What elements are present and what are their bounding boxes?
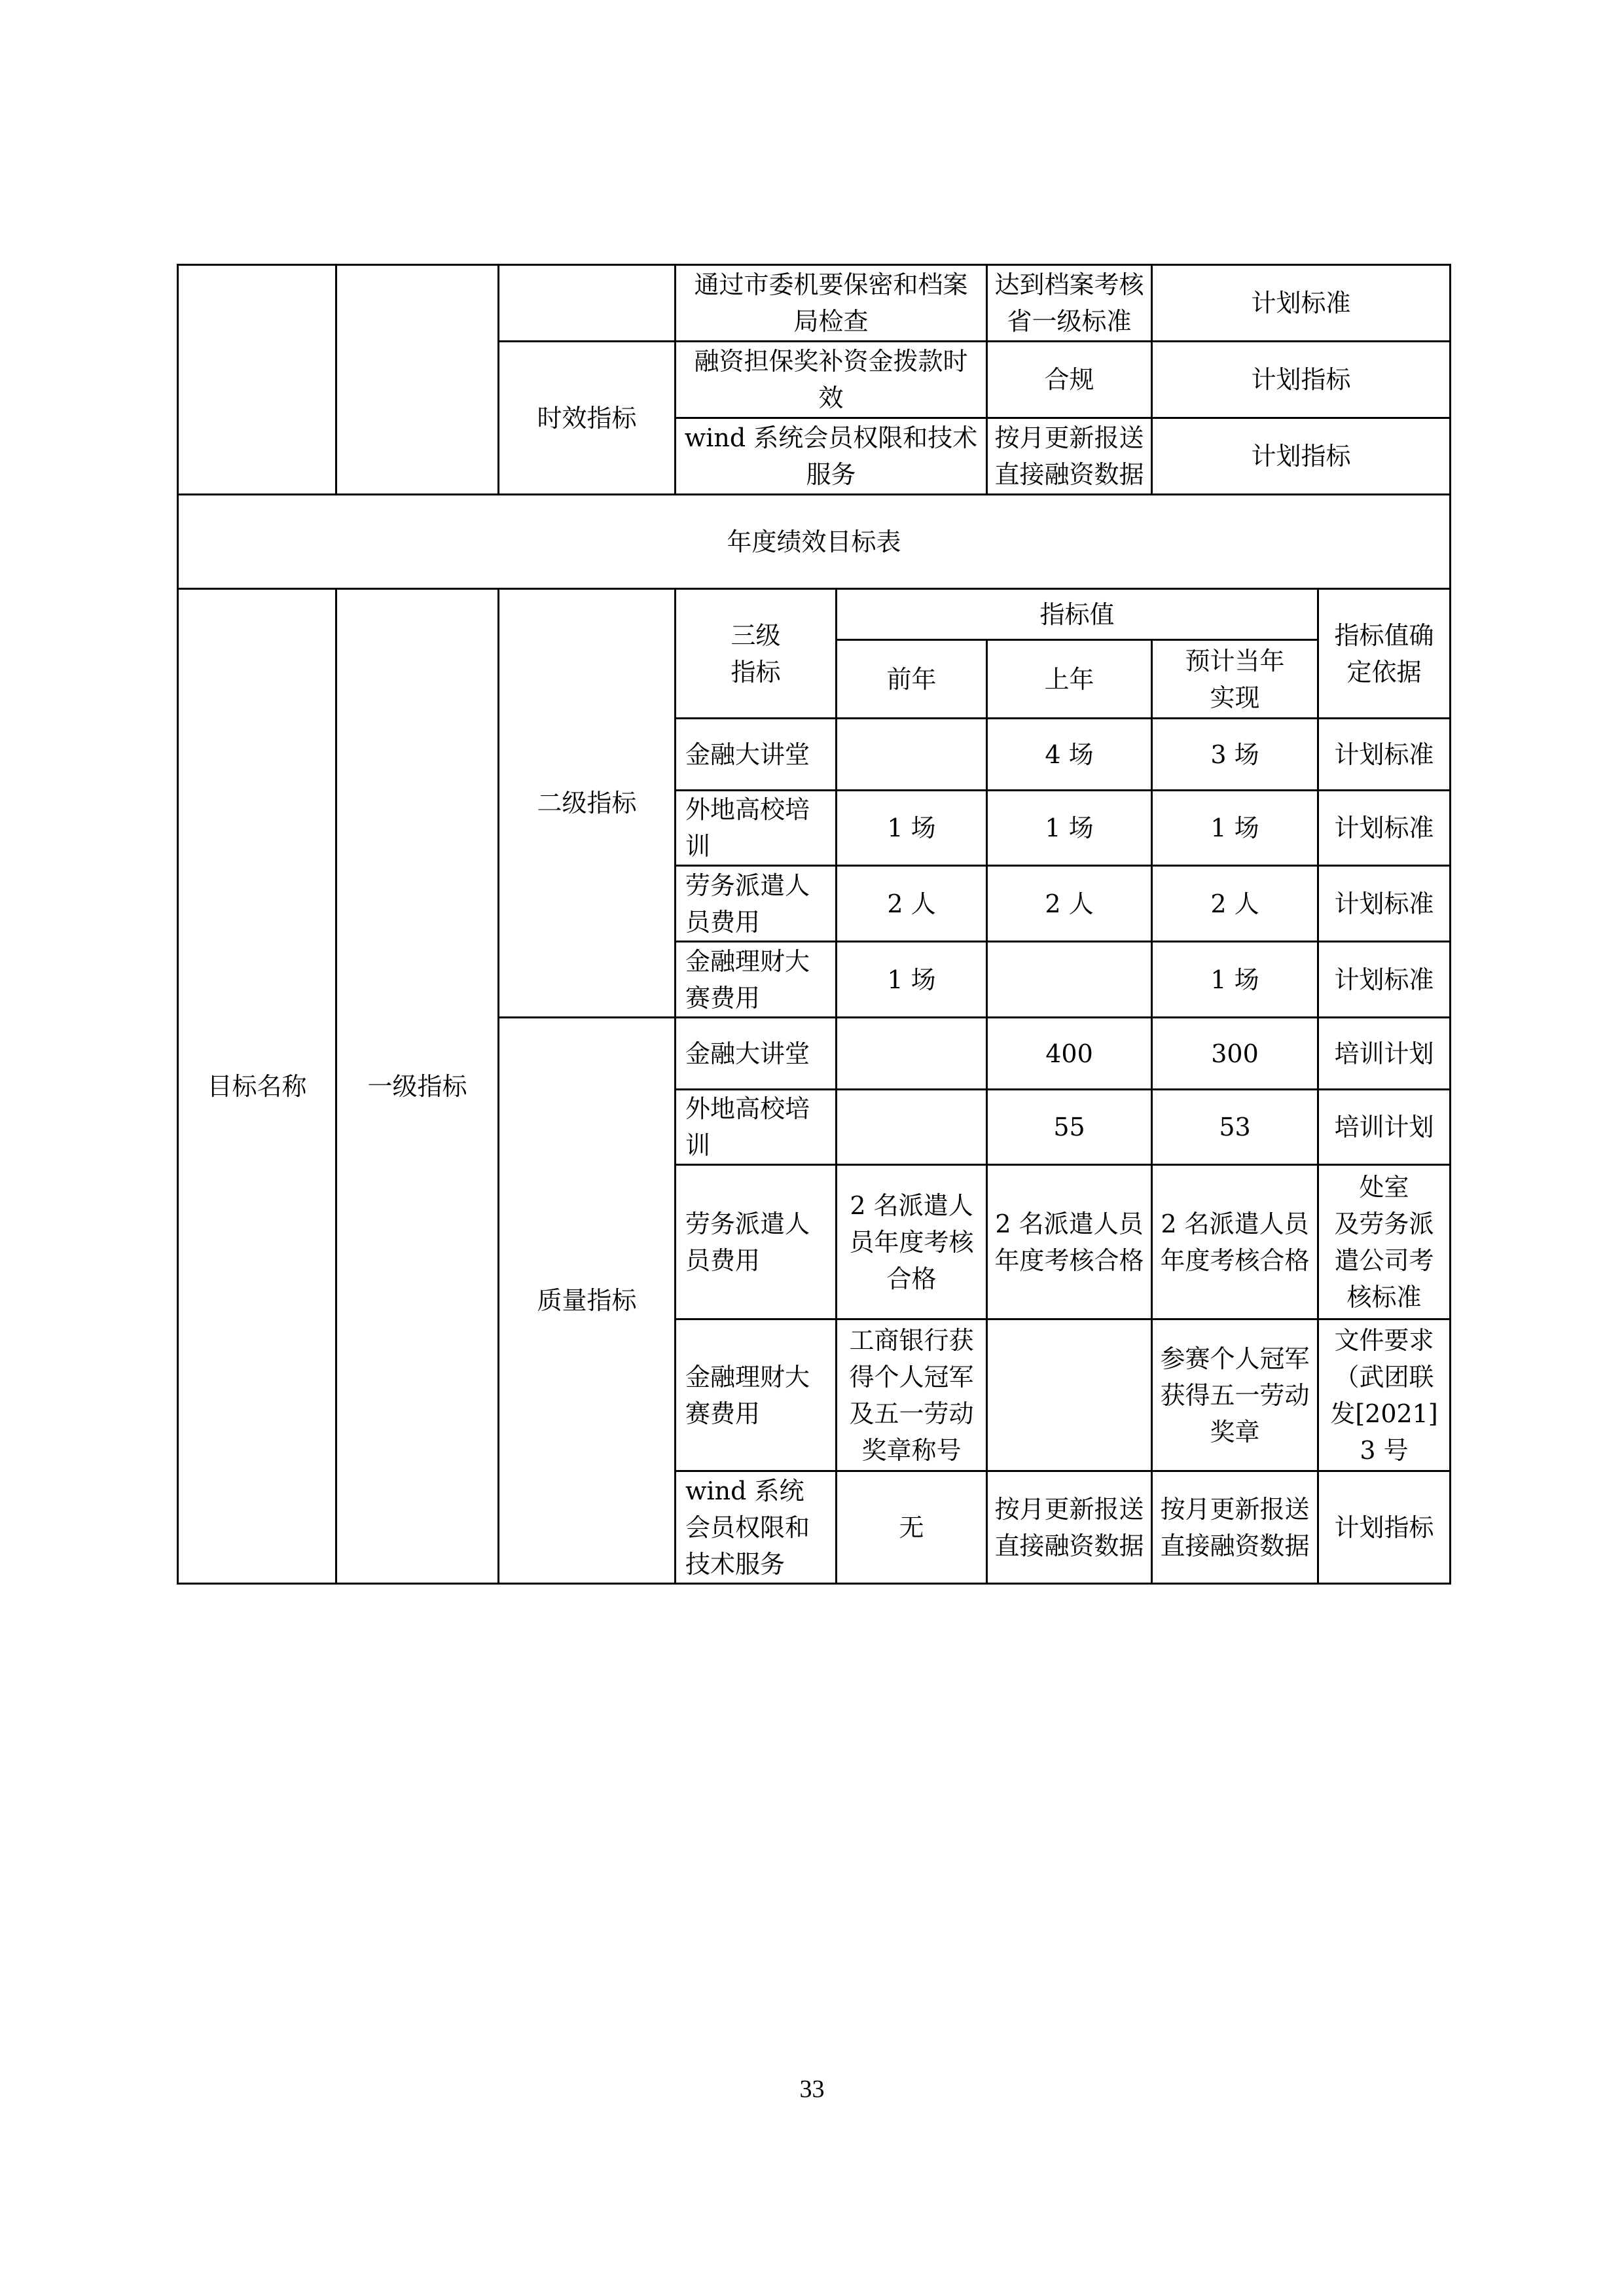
row-prev: 工商银行获得个人冠军及五一劳动奖章称号 [837, 1319, 987, 1471]
header-indicator-value: 指标值 [837, 589, 1318, 640]
indicator-basis: 计划标准 [1152, 265, 1451, 342]
row-last: 400 [987, 1018, 1152, 1090]
row-name: wind 系统会员权限和技术服务 [676, 1471, 837, 1584]
row-expected: 2 名派遣人员年度考核合格 [1152, 1165, 1318, 1319]
table-row [178, 265, 1451, 342]
section-title: 年度绩效目标表 [178, 495, 1451, 589]
header-prev-year: 前年 [837, 640, 987, 719]
indicator-name: 通过市委机要保密和档案局检查 [676, 265, 987, 342]
group-b-label: 质量指标 [499, 1018, 676, 1584]
row-expected: 1 场 [1152, 942, 1318, 1018]
row-basis: 计划指标 [1318, 1471, 1451, 1584]
row-last: 55 [987, 1090, 1152, 1165]
row-prev [837, 1090, 987, 1165]
row-prev: 2 名派遣人员年度考核合格 [837, 1165, 987, 1319]
row-prev: 1 场 [837, 791, 987, 866]
row-name: 金融理财大赛费用 [676, 942, 837, 1018]
row-last [987, 942, 1152, 1018]
indicator-basis: 计划指标 [1152, 418, 1451, 495]
row-name: 金融大讲堂 [676, 719, 837, 791]
row-name: 劳务派遣人员费用 [676, 866, 837, 942]
row-prev [837, 719, 987, 791]
table-row [178, 589, 1451, 640]
row-expected: 3 场 [1152, 719, 1318, 791]
row-prev: 2 人 [837, 866, 987, 942]
table-row [178, 495, 1451, 589]
row-expected: 参赛个人冠军获得五一劳动奖章 [1152, 1319, 1318, 1471]
group-a-label: 二级指标 [499, 589, 676, 1018]
row-last: 2 人 [987, 866, 1152, 942]
row-basis: 计划标准 [1318, 719, 1451, 791]
row-prev: 1 场 [837, 942, 987, 1018]
goal-name-cell: 目标名称 [178, 589, 336, 1584]
timeliness-label: 时效指标 [499, 342, 676, 495]
row-expected: 300 [1152, 1018, 1318, 1090]
indicator-value: 合规 [987, 342, 1152, 418]
indicator-value: 达到档案考核省一级标准 [987, 265, 1152, 342]
row-name: 外地高校培训 [676, 1090, 837, 1165]
row-basis: 培训计划 [1318, 1090, 1451, 1165]
row-prev: 无 [837, 1471, 987, 1584]
header-expected: 预计当年 实现 [1152, 640, 1318, 719]
row-prev [837, 1018, 987, 1090]
row-expected: 53 [1152, 1090, 1318, 1165]
indicator-basis: 计划指标 [1152, 342, 1451, 418]
header-last-year: 上年 [987, 640, 1152, 719]
row-basis: 处室 及劳务派遣公司考核标准 [1318, 1165, 1451, 1319]
row-expected: 按月更新报送直接融资数据 [1152, 1471, 1318, 1584]
row-last: 2 名派遣人员年度考核合格 [987, 1165, 1152, 1319]
indicator-name: 融资担保奖补资金拨款时效 [676, 342, 987, 418]
row-expected: 1 场 [1152, 791, 1318, 866]
empty-cell [499, 265, 676, 342]
row-last: 按月更新报送直接融资数据 [987, 1471, 1152, 1584]
row-name: 金融理财大赛费用 [676, 1319, 837, 1471]
row-basis: 培训计划 [1318, 1018, 1451, 1090]
header-level3: 三级 指标 [676, 589, 837, 719]
row-basis: 计划标准 [1318, 942, 1451, 1018]
row-last: 4 场 [987, 719, 1152, 791]
row-last [987, 1319, 1152, 1471]
row-basis: 文件要求（武团联发[2021]3 号 [1318, 1319, 1451, 1471]
indicator-name: wind 系统会员权限和技术服务 [676, 418, 987, 495]
row-name: 劳务派遣人员费用 [676, 1165, 837, 1319]
empty-cell [336, 265, 499, 495]
continuation-table [177, 264, 1451, 590]
page-number: 33 [799, 2075, 825, 2103]
row-name: 金融大讲堂 [676, 1018, 837, 1090]
level1-cell: 一级指标 [336, 589, 499, 1584]
row-name: 外地高校培训 [676, 791, 837, 866]
row-expected: 2 人 [1152, 866, 1318, 942]
header-basis: 指标值确定依据 [1318, 589, 1451, 719]
empty-cell [178, 265, 336, 495]
row-basis: 计划标准 [1318, 791, 1451, 866]
indicator-value: 按月更新报送直接融资数据 [987, 418, 1152, 495]
performance-goal-table [177, 588, 1451, 1585]
row-basis: 计划标准 [1318, 866, 1451, 942]
row-last: 1 场 [987, 791, 1152, 866]
